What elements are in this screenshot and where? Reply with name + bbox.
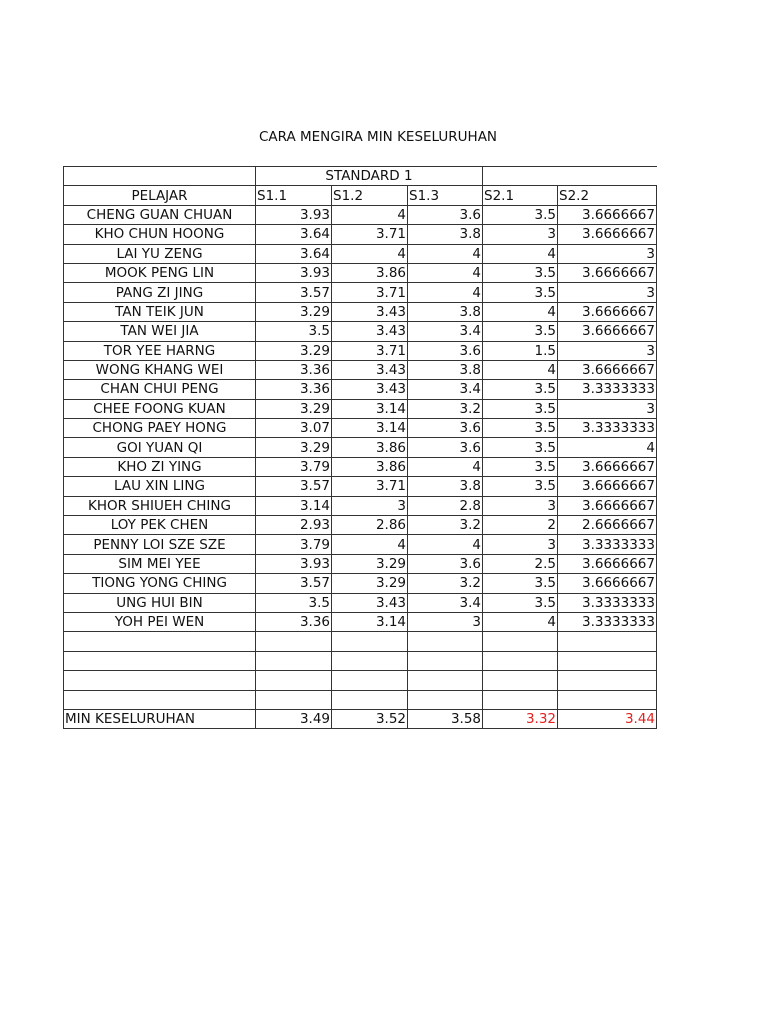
empty-cell[interactable] bbox=[64, 671, 256, 690]
score-cell-s1-3[interactable]: 3.6 bbox=[408, 419, 483, 438]
score-cell-s1-1[interactable]: 3.29 bbox=[256, 341, 332, 360]
student-name-cell[interactable]: UNG HUI BIN bbox=[64, 593, 256, 612]
score-cell-s1-3[interactable]: 4 bbox=[408, 457, 483, 476]
score-cell-s2-1[interactable]: 3.5 bbox=[483, 380, 558, 399]
table-row bbox=[64, 438, 657, 457]
score-cell-s2-2[interactable]: 3.6666667 bbox=[558, 263, 657, 282]
score-cell-s1-2[interactable]: 3.86 bbox=[332, 457, 408, 476]
score-cell-s1-2[interactable]: 3.29 bbox=[332, 554, 408, 573]
score-cell-s1-2[interactable]: 3.86 bbox=[332, 438, 408, 457]
empty-cell[interactable] bbox=[332, 671, 408, 690]
empty-cell[interactable] bbox=[408, 690, 483, 709]
score-cell-s2-1[interactable]: 3.5 bbox=[483, 438, 558, 457]
score-cell-s2-1[interactable]: 4 bbox=[483, 360, 558, 379]
student-name-cell[interactable]: TAN TEIK JUN bbox=[64, 302, 256, 321]
score-cell-s1-2[interactable]: 3.71 bbox=[332, 283, 408, 302]
table-row bbox=[64, 516, 657, 535]
score-cell-s2-1[interactable]: 3.5 bbox=[483, 593, 558, 612]
pelajar-header[interactable]: PELAJAR bbox=[64, 186, 256, 205]
empty-cell[interactable] bbox=[332, 651, 408, 670]
score-cell-s1-2[interactable]: 4 bbox=[332, 244, 408, 263]
empty-cell[interactable] bbox=[256, 671, 332, 690]
empty-cell[interactable] bbox=[64, 690, 256, 709]
score-cell-s1-2[interactable]: 3.86 bbox=[332, 263, 408, 282]
score-cell-s1-2[interactable]: 3.14 bbox=[332, 419, 408, 438]
col-header-s2-2[interactable]: S2.2 bbox=[558, 186, 657, 205]
score-cell-s2-2[interactable]: 3.6666667 bbox=[558, 225, 657, 244]
summary-label[interactable]: MIN KESELURUHAN bbox=[64, 709, 256, 728]
student-name-cell[interactable]: PENNY LOI SZE SZE bbox=[64, 535, 256, 554]
score-cell-s1-3[interactable]: 3.4 bbox=[408, 593, 483, 612]
score-cell-s2-2[interactable]: 3 bbox=[558, 244, 657, 263]
student-name-cell[interactable]: LAI YU ZENG bbox=[64, 244, 256, 263]
score-cell-s1-1[interactable]: 3.79 bbox=[256, 457, 332, 476]
summary-mean-s1-3[interactable]: 3.58 bbox=[408, 709, 483, 728]
empty-cell[interactable] bbox=[64, 632, 256, 651]
empty-cell[interactable] bbox=[483, 690, 558, 709]
score-cell-s2-1[interactable]: 3.5 bbox=[483, 574, 558, 593]
table-row bbox=[64, 399, 657, 418]
score-cell-s1-1[interactable]: 3.93 bbox=[256, 263, 332, 282]
score-cell-s1-3[interactable]: 3.4 bbox=[408, 322, 483, 341]
score-cell-s1-1[interactable]: 3.36 bbox=[256, 380, 332, 399]
table-row bbox=[64, 535, 657, 554]
score-cell-s2-1[interactable]: 3 bbox=[483, 225, 558, 244]
score-cell-s1-1[interactable]: 3.57 bbox=[256, 283, 332, 302]
pelajar-header-top[interactable] bbox=[64, 167, 256, 186]
score-cell-s1-1[interactable]: 3.36 bbox=[256, 360, 332, 379]
student-name-cell[interactable]: TAN WEI JIA bbox=[64, 322, 256, 341]
standard-1-header[interactable]: STANDARD 1 bbox=[256, 167, 483, 186]
score-cell-s2-2[interactable]: 3.3333333 bbox=[558, 380, 657, 399]
student-name-cell[interactable]: CHEE FOONG KUAN bbox=[64, 399, 256, 418]
score-cell-s2-2[interactable]: 3.3333333 bbox=[558, 419, 657, 438]
score-cell-s1-3[interactable]: 4 bbox=[408, 283, 483, 302]
score-cell-s1-2[interactable]: 3.43 bbox=[332, 322, 408, 341]
score-cell-s2-2[interactable]: 3 bbox=[558, 341, 657, 360]
score-cell-s1-1[interactable]: 3.93 bbox=[256, 205, 332, 224]
table-row bbox=[64, 457, 657, 476]
empty-cell[interactable] bbox=[483, 632, 558, 651]
score-cell-s1-2[interactable]: 2.86 bbox=[332, 516, 408, 535]
score-cell-s1-3[interactable]: 3.8 bbox=[408, 477, 483, 496]
score-cell-s2-2[interactable]: 3.3333333 bbox=[558, 612, 657, 631]
score-cell-s2-1[interactable]: 3.5 bbox=[483, 205, 558, 224]
empty-cell[interactable] bbox=[256, 651, 332, 670]
score-cell-s1-3[interactable]: 3.8 bbox=[408, 360, 483, 379]
score-cell-s1-1[interactable]: 2.93 bbox=[256, 516, 332, 535]
score-cell-s1-2[interactable]: 3.29 bbox=[332, 574, 408, 593]
header-row-standard bbox=[64, 167, 657, 186]
score-cell-s1-3[interactable]: 4 bbox=[408, 535, 483, 554]
score-cell-s2-2[interactable]: 3.6666667 bbox=[558, 457, 657, 476]
score-cell-s1-3[interactable]: 3.6 bbox=[408, 341, 483, 360]
score-cell-s1-1[interactable]: 3.07 bbox=[256, 419, 332, 438]
col-header-s1-1[interactable]: S1.1 bbox=[256, 186, 332, 205]
score-cell-s1-1[interactable]: 3.29 bbox=[256, 438, 332, 457]
score-cell-s1-3[interactable]: 3.6 bbox=[408, 554, 483, 573]
student-name-cell[interactable]: PANG ZI JING bbox=[64, 283, 256, 302]
score-cell-s2-2[interactable]: 3.3333333 bbox=[558, 535, 657, 554]
score-cell-s1-1[interactable]: 3.57 bbox=[256, 574, 332, 593]
score-cell-s2-1[interactable]: 3.5 bbox=[483, 477, 558, 496]
score-cell-s2-1[interactable]: 3 bbox=[483, 496, 558, 515]
score-cell-s1-3[interactable]: 3.8 bbox=[408, 225, 483, 244]
score-cell-s1-1[interactable]: 3.29 bbox=[256, 302, 332, 321]
summary-row bbox=[64, 709, 657, 728]
score-cell-s2-1[interactable]: 2.5 bbox=[483, 554, 558, 573]
table-row bbox=[64, 574, 657, 593]
empty-cell[interactable] bbox=[408, 671, 483, 690]
table-row bbox=[64, 554, 657, 573]
empty-cell[interactable] bbox=[256, 632, 332, 651]
student-name-cell[interactable]: CHENG GUAN CHUAN bbox=[64, 205, 256, 224]
student-name-cell[interactable]: TIONG YONG CHING bbox=[64, 574, 256, 593]
score-cell-s2-2[interactable]: 3.6666667 bbox=[558, 360, 657, 379]
table-row bbox=[64, 205, 657, 224]
score-cell-s2-2[interactable]: 3.6666667 bbox=[558, 574, 657, 593]
col-header-s1-2[interactable]: S1.2 bbox=[332, 186, 408, 205]
score-cell-s1-3[interactable]: 3.2 bbox=[408, 399, 483, 418]
score-cell-s1-1[interactable]: 3.14 bbox=[256, 496, 332, 515]
score-cell-s2-2[interactable]: 3.6666667 bbox=[558, 554, 657, 573]
table-row bbox=[64, 322, 657, 341]
empty-row bbox=[64, 690, 657, 709]
score-cell-s2-1[interactable]: 4 bbox=[483, 612, 558, 631]
score-cell-s2-2[interactable]: 3.6666667 bbox=[558, 205, 657, 224]
score-cell-s2-2[interactable]: 3.6666667 bbox=[558, 322, 657, 341]
score-cell-s1-2[interactable]: 3.71 bbox=[332, 341, 408, 360]
table-row bbox=[64, 283, 657, 302]
score-cell-s2-2[interactable]: 3 bbox=[558, 399, 657, 418]
table-row bbox=[64, 302, 657, 321]
score-cell-s1-3[interactable]: 4 bbox=[408, 244, 483, 263]
empty-row bbox=[64, 632, 657, 651]
score-cell-s2-1[interactable]: 1.5 bbox=[483, 341, 558, 360]
table-row bbox=[64, 225, 657, 244]
score-cell-s1-1[interactable]: 3.79 bbox=[256, 535, 332, 554]
student-name-cell[interactable]: YOH PEI WEN bbox=[64, 612, 256, 631]
score-cell-s2-2[interactable]: 3.6666667 bbox=[558, 477, 657, 496]
empty-cell[interactable] bbox=[408, 651, 483, 670]
empty-cell[interactable] bbox=[558, 651, 657, 670]
score-cell-s1-2[interactable]: 3.71 bbox=[332, 225, 408, 244]
table-row bbox=[64, 477, 657, 496]
student-name-cell[interactable]: WONG KHANG WEI bbox=[64, 360, 256, 379]
score-cell-s1-1[interactable]: 3.93 bbox=[256, 554, 332, 573]
empty-cell[interactable] bbox=[64, 651, 256, 670]
score-cell-s1-1[interactable]: 3.36 bbox=[256, 612, 332, 631]
score-cell-s1-3[interactable]: 4 bbox=[408, 263, 483, 282]
score-cell-s1-2[interactable]: 4 bbox=[332, 535, 408, 554]
score-cell-s1-1[interactable]: 3.5 bbox=[256, 322, 332, 341]
student-name-cell[interactable]: CHAN CHUI PENG bbox=[64, 380, 256, 399]
score-cell-s1-3[interactable]: 3.6 bbox=[408, 438, 483, 457]
score-cell-s1-3[interactable]: 3.4 bbox=[408, 380, 483, 399]
summary-mean-s2-2[interactable]: 3.44 bbox=[558, 709, 657, 728]
score-cell-s1-2[interactable]: 3.14 bbox=[332, 612, 408, 631]
empty-cell[interactable] bbox=[483, 651, 558, 670]
score-cell-s2-1[interactable]: 3.5 bbox=[483, 322, 558, 341]
student-name-cell[interactable]: KHO CHUN HOONG bbox=[64, 225, 256, 244]
sheet-title: CARA MENGIRA MIN KESELURUHAN bbox=[258, 129, 498, 145]
table-row bbox=[64, 419, 657, 438]
score-cell-s2-1[interactable]: 3.5 bbox=[483, 263, 558, 282]
score-cell-s1-1[interactable]: 3.57 bbox=[256, 477, 332, 496]
header-row-columns bbox=[64, 186, 657, 205]
table-row bbox=[64, 593, 657, 612]
score-cell-s1-2[interactable]: 3.14 bbox=[332, 399, 408, 418]
summary-mean-s2-1[interactable]: 3.32 bbox=[483, 709, 558, 728]
standard-2-header[interactable] bbox=[483, 167, 657, 186]
col-header-s1-3[interactable]: S1.3 bbox=[408, 186, 483, 205]
score-cell-s1-3[interactable]: 3.2 bbox=[408, 516, 483, 535]
score-cell-s1-2[interactable]: 3.43 bbox=[332, 593, 408, 612]
score-cell-s1-1[interactable]: 3.29 bbox=[256, 399, 332, 418]
score-cell-s2-2[interactable]: 3.6666667 bbox=[558, 302, 657, 321]
score-cell-s2-2[interactable]: 4 bbox=[558, 438, 657, 457]
table-row bbox=[64, 360, 657, 379]
empty-cell[interactable] bbox=[558, 671, 657, 690]
student-name-cell[interactable]: LAU XIN LING bbox=[64, 477, 256, 496]
table-row bbox=[64, 244, 657, 263]
score-cell-s2-2[interactable]: 3.3333333 bbox=[558, 593, 657, 612]
score-cell-s1-3[interactable]: 3.6 bbox=[408, 205, 483, 224]
table-row bbox=[64, 612, 657, 631]
score-table bbox=[63, 166, 657, 729]
table-row bbox=[64, 496, 657, 515]
score-cell-s2-1[interactable]: 2 bbox=[483, 516, 558, 535]
score-cell-s1-2[interactable]: 3.43 bbox=[332, 302, 408, 321]
summary-mean-s1-2[interactable]: 3.52 bbox=[332, 709, 408, 728]
score-cell-s1-3[interactable]: 3.2 bbox=[408, 574, 483, 593]
score-cell-s1-2[interactable]: 3 bbox=[332, 496, 408, 515]
empty-cell[interactable] bbox=[483, 671, 558, 690]
summary-mean-s1-1[interactable]: 3.49 bbox=[256, 709, 332, 728]
student-name-cell[interactable]: SIM MEI YEE bbox=[64, 554, 256, 573]
empty-cell[interactable] bbox=[256, 690, 332, 709]
empty-row bbox=[64, 671, 657, 690]
empty-cell[interactable] bbox=[558, 632, 657, 651]
student-name-cell[interactable]: GOI YUAN QI bbox=[64, 438, 256, 457]
score-cell-s2-2[interactable]: 3.6666667 bbox=[558, 496, 657, 515]
table-row bbox=[64, 341, 657, 360]
score-cell-s2-1[interactable]: 3.5 bbox=[483, 399, 558, 418]
score-cell-s2-1[interactable]: 3 bbox=[483, 535, 558, 554]
score-cell-s1-3[interactable]: 2.8 bbox=[408, 496, 483, 515]
score-cell-s2-1[interactable]: 4 bbox=[483, 302, 558, 321]
score-cell-s2-2[interactable]: 3 bbox=[558, 283, 657, 302]
score-cell-s2-1[interactable]: 3.5 bbox=[483, 457, 558, 476]
student-name-cell[interactable]: TOR YEE HARNG bbox=[64, 341, 256, 360]
score-cell-s1-2[interactable]: 4 bbox=[332, 205, 408, 224]
student-name-cell[interactable]: KHO ZI YING bbox=[64, 457, 256, 476]
score-cell-s1-2[interactable]: 3.43 bbox=[332, 360, 408, 379]
empty-cell[interactable] bbox=[332, 690, 408, 709]
score-cell-s2-1[interactable]: 3.5 bbox=[483, 283, 558, 302]
student-name-cell[interactable]: MOOK PENG LIN bbox=[64, 263, 256, 282]
score-cell-s1-1[interactable]: 3.64 bbox=[256, 225, 332, 244]
student-name-cell[interactable]: KHOR SHIUEH CHING bbox=[64, 496, 256, 515]
student-name-cell[interactable]: LOY PEK CHEN bbox=[64, 516, 256, 535]
score-cell-s1-3[interactable]: 3.8 bbox=[408, 302, 483, 321]
table-row bbox=[64, 263, 657, 282]
score-cell-s2-1[interactable]: 4 bbox=[483, 244, 558, 263]
empty-cell[interactable] bbox=[408, 632, 483, 651]
empty-row bbox=[64, 651, 657, 670]
empty-cell[interactable] bbox=[558, 690, 657, 709]
col-header-s2-1[interactable]: S2.1 bbox=[483, 186, 558, 205]
score-cell-s2-2[interactable]: 2.6666667 bbox=[558, 516, 657, 535]
empty-cell[interactable] bbox=[332, 632, 408, 651]
score-cell-s2-1[interactable]: 3.5 bbox=[483, 419, 558, 438]
score-cell-s1-2[interactable]: 3.43 bbox=[332, 380, 408, 399]
score-cell-s1-3[interactable]: 3 bbox=[408, 612, 483, 631]
table-row bbox=[64, 380, 657, 399]
score-cell-s1-1[interactable]: 3.5 bbox=[256, 593, 332, 612]
score-cell-s1-1[interactable]: 3.64 bbox=[256, 244, 332, 263]
score-cell-s1-2[interactable]: 3.71 bbox=[332, 477, 408, 496]
student-name-cell[interactable]: CHONG PAEY HONG bbox=[64, 419, 256, 438]
